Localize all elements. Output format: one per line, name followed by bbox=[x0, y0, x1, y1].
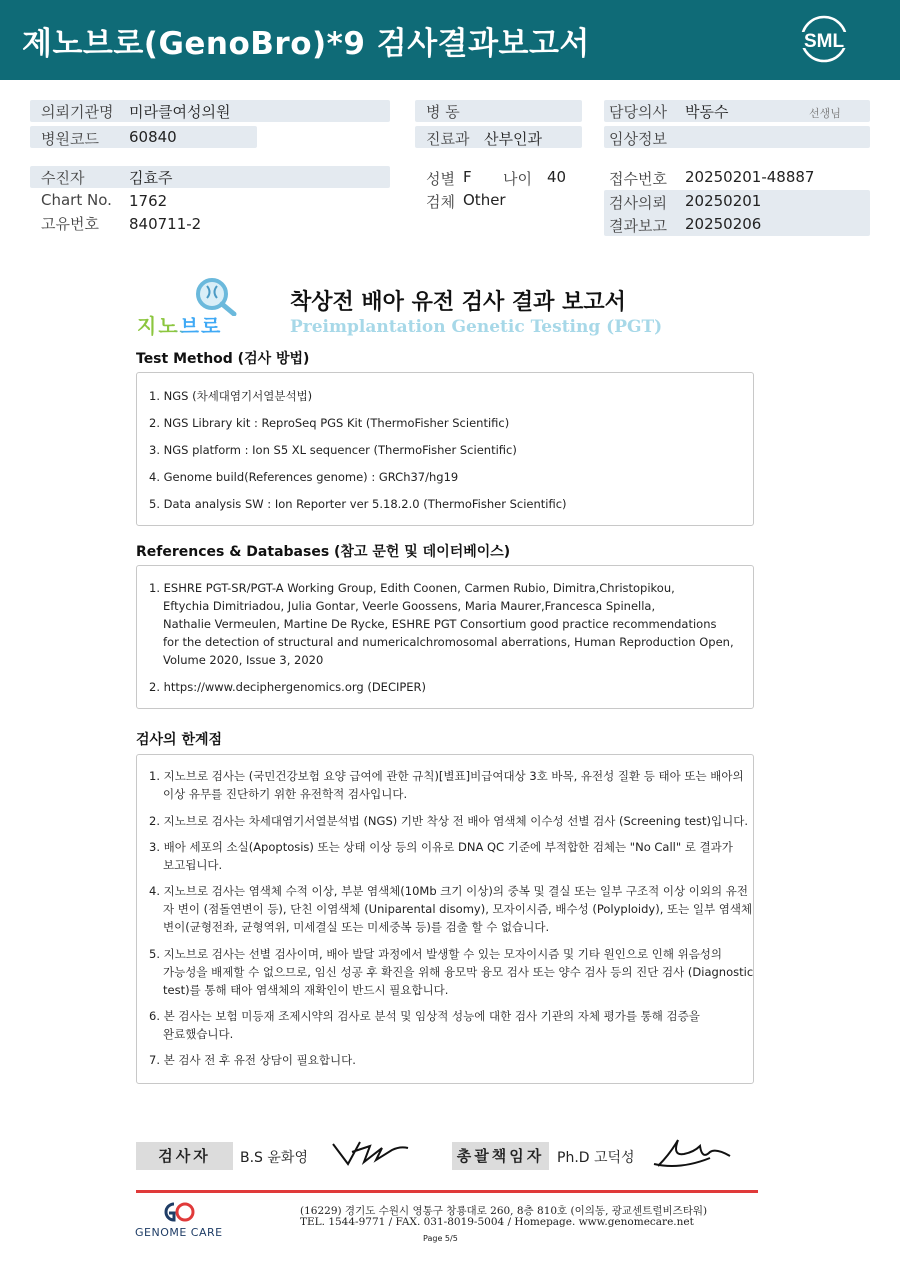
method-item: 1. NGS (차세대염기서열분석법) bbox=[149, 389, 313, 403]
sex-value: F bbox=[463, 168, 472, 186]
name-value: 김효주 bbox=[129, 169, 173, 187]
dept-label: 진료과 bbox=[426, 130, 470, 148]
references-title: References & Databases (참고 문헌 및 데이터베이스) bbox=[136, 544, 511, 560]
receipt-label: 접수번호 bbox=[609, 170, 667, 188]
age-value: 40 bbox=[547, 168, 567, 186]
report-title: 제노브로(GenoBro)*9 검사결과보고서 bbox=[22, 26, 590, 62]
id-label: 고유번호 bbox=[41, 215, 99, 233]
specimen-label: 검체 bbox=[426, 193, 455, 211]
director-label: 총괄책임자 bbox=[452, 1142, 549, 1170]
reference-item-1: 1. ESHRE PGT-SR/PGT-A Working Group, Edith Coonen, Carmen Rubio, Dimitra,Christopikou, Eftychia Dimitriadou, Julia Gontar, Veerle Goossens, Maria Maurer,Francesca Spinella, Nathalie Vermeulen, Martine De Rycke, ESHRE PGT Consortium good practice recommendations for the detection of structural and numericalchromosomal aberrations, Human Reproduction Open, Volume 2020, Issue 3, 2020 bbox=[149, 581, 734, 667]
chart-value: 1762 bbox=[129, 192, 168, 210]
receipt-value: 20250201-48887 bbox=[685, 168, 815, 186]
limit-item-7: 7. 본 검사 전 후 유전 상담이 필요합니다. bbox=[149, 1053, 356, 1067]
report-date-label: 결과보고 bbox=[609, 217, 667, 235]
svg-text:SML: SML bbox=[803, 31, 845, 52]
method-item: 4. Genome build(References genome) : GRCh37/hg19 bbox=[149, 470, 459, 484]
header-bar bbox=[0, 0, 900, 80]
limit-item-5: 5. 지노브로 검사는 선별 검사이며, 배아 발달 과정에서 발생할 수 있는 모자이시즘 및 기타 원인으로 인해 위음성의 가능성을 배제할 수 없으므로, 임신 성공 후 확진을 위해 융모막 융모 검사 또는 양수 검사 등의 진단 검사 (Diagnostic test)를 통해 태아 염색체의 재확인이 반드시 필요합니다. bbox=[149, 947, 754, 997]
method-box bbox=[136, 372, 754, 526]
hospital-code-label: 병원코드 bbox=[41, 130, 99, 148]
genome-care-text: GENOME CARE bbox=[135, 1226, 223, 1239]
chart-label: Chart No. bbox=[41, 191, 112, 209]
director-name: Ph.D 고덕성 bbox=[557, 1150, 635, 1166]
footer-divider bbox=[136, 1190, 758, 1193]
pgt-title: 착상전 배아 유전 검사 결과 보고서 bbox=[290, 290, 626, 315]
method-title: Test Method (검사 방법) bbox=[136, 351, 310, 367]
genome-care-icon bbox=[158, 1200, 198, 1224]
limits-title: 검사의 한계점 bbox=[136, 732, 223, 748]
examiner-label: 검사자 bbox=[136, 1142, 233, 1170]
doctor-label: 담당의사 bbox=[609, 103, 667, 121]
method-item: 2. NGS Library kit : ReproSeq PGS Kit (ThermoFisher Scientific) bbox=[149, 416, 510, 430]
specimen-value: Other bbox=[463, 191, 506, 209]
report-date-value: 20250206 bbox=[685, 215, 762, 233]
doctor-suffix: 선생님 bbox=[809, 107, 841, 120]
doctor-value: 박동수 bbox=[685, 103, 729, 121]
reference-item-2: 2. https://www.deciphergenomics.org (DECIPER) bbox=[149, 680, 427, 694]
pgt-subtitle: Preimplantation Genetic Testing (PGT) bbox=[290, 317, 663, 337]
page-number: Page 5/5 bbox=[423, 1234, 458, 1243]
limit-item-1: 1. 지노브로 검사는 (국민건강보험 요양 급여에 관한 규칙)[별표]비급여대상 3호 바목, 유전성 질환 등 태아 또는 배아의 이상 유무를 진단하기 위한 유전학적 검사입니다. bbox=[149, 769, 744, 801]
limit-item-3: 3. 배아 세포의 소실(Apoptosis) 또는 상태 이상 등의 이유로 DNA QC 기준에 부적합한 검체는 "No Call" 로 결과가 보고됩니다. bbox=[149, 840, 733, 872]
examiner-name: B.S 윤화영 bbox=[240, 1150, 308, 1166]
dept-value: 산부인과 bbox=[484, 130, 542, 148]
footer-address: (16229) 경기도 수원시 영통구 창룡대로 260, 8층 810호 (이의동, 광교센트럴비즈타워) bbox=[300, 1205, 708, 1217]
hospital-label: 의뢰기관명 bbox=[41, 103, 114, 121]
limit-item-6: 6. 본 검사는 보험 미등재 조제시약의 검사로 분석 및 임상적 성능에 대한 검사 기관의 자체 평가를 통해 검증을 완료했습니다. bbox=[149, 1009, 700, 1041]
clinical-label: 임상정보 bbox=[609, 130, 667, 148]
age-label: 나이 bbox=[503, 170, 532, 188]
hospital-code-value: 60840 bbox=[129, 128, 177, 146]
examiner-signature bbox=[330, 1136, 412, 1170]
footer-contact: TEL. 1544-9771 / FAX. 031-8019-5004 / Homepage. www.genomecare.net bbox=[300, 1216, 694, 1228]
limits-box bbox=[136, 754, 754, 1084]
sml-logo bbox=[796, 14, 852, 64]
limit-item-2: 2. 지노브로 검사는 차세대염기서열분석법 (NGS) 기반 착상 전 배아 염색체 이수성 선별 검사 (Screening test)입니다. bbox=[149, 814, 748, 828]
references-box bbox=[136, 565, 754, 709]
director-signature bbox=[650, 1134, 734, 1172]
method-item: 5. Data analysis SW : Ion Reporter ver 5.18.2.0 (ThermoFisher Scientific) bbox=[149, 497, 567, 511]
limit-item-4: 4. 지노브로 검사는 염색체 수적 이상, 부분 염색체(10Mb 크기 이상)의 중복 및 결실 또는 일부 구조적 이상 이외의 유전 자 변이 (점돌연변이 등), 단친 이염색체 (Uniparental disomy), 모자이시즘, 배수성 (Polyploidy), 또는 일부 염색체 변이(균형전좌, 균형역위, 미세결실 또는 미세중복 등)를 검출 할 수 없습니다. bbox=[149, 884, 753, 934]
genobro-logo-text: 지노브로 bbox=[137, 314, 223, 338]
request-value: 20250201 bbox=[685, 192, 762, 210]
ward-label: 병 동 bbox=[426, 103, 460, 121]
sex-label: 성별 bbox=[426, 170, 455, 188]
method-item: 3. NGS platform : Ion S5 XL sequencer (ThermoFisher Scientific) bbox=[149, 443, 517, 457]
hospital-value: 미라클여성의원 bbox=[129, 103, 231, 121]
request-label: 검사의뢰 bbox=[609, 194, 667, 212]
id-value: 840711-2 bbox=[129, 215, 202, 233]
name-label: 수진자 bbox=[41, 169, 85, 187]
